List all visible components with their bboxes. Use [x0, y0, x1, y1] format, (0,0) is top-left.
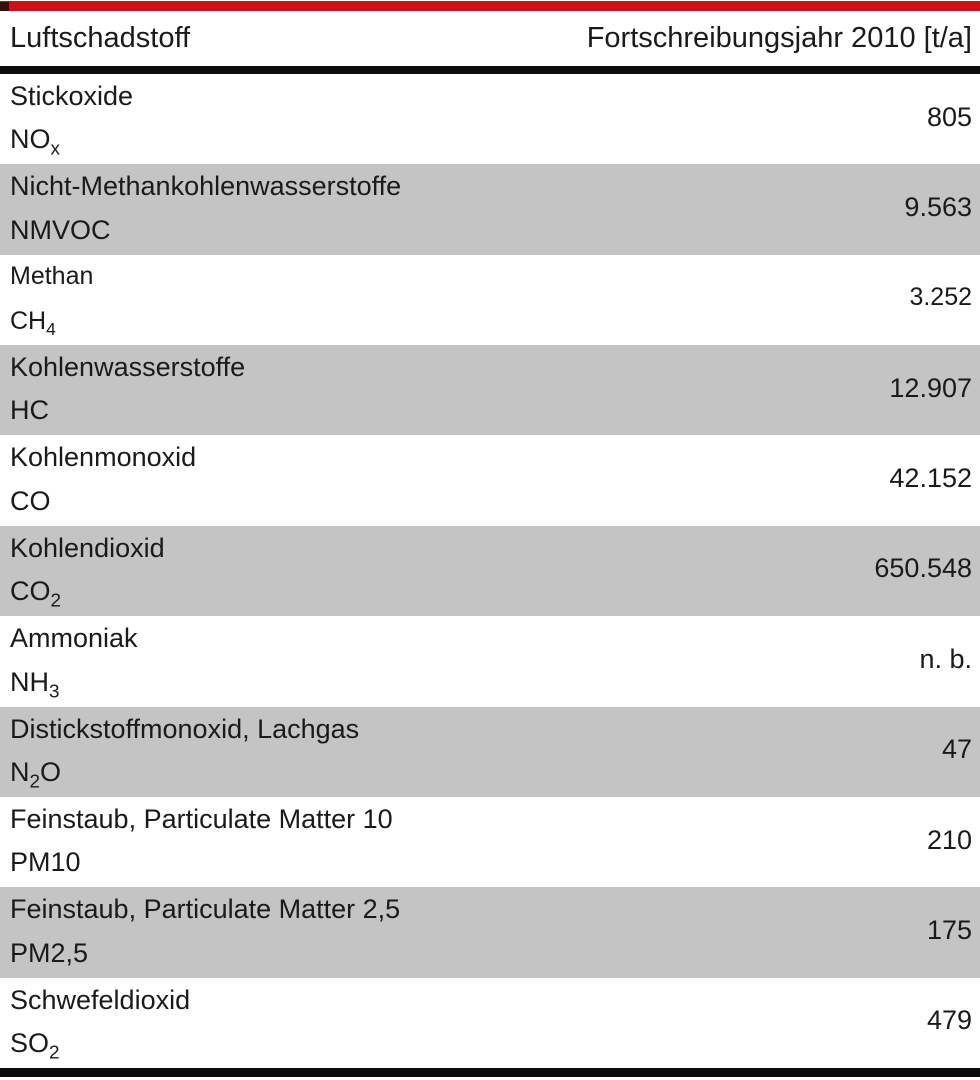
table-row: [0, 526, 980, 616]
pollutant-name: Kohlenwasserstoffe: [10, 352, 246, 383]
table-row: [0, 345, 980, 435]
pollutant-cell: [10, 171, 401, 243]
pollutant-value: 210: [926, 824, 972, 855]
pollutant-formula: $NH_3$: [10, 666, 60, 702]
pollutant-value: 3.252: [909, 283, 972, 312]
top-red-bar: [0, 1, 980, 11]
column-header-year: Fortschreibungsjahr 2010 [t/a]: [586, 22, 972, 54]
pollutant-cell: [10, 623, 138, 702]
pollutant-name: Kohlendioxid: [10, 532, 165, 563]
table-row: [0, 707, 980, 797]
pollutant-name: Distickstoffmonoxid, Lachgas: [10, 713, 360, 744]
pollutant-formula: NMVOC: [10, 214, 111, 245]
pollutant-cell: [10, 804, 393, 876]
pollutant-value: 805: [926, 101, 972, 132]
pollutant-formula: $CH_4$: [10, 307, 56, 340]
table-row: [0, 616, 980, 706]
pollutant-cell: [10, 81, 134, 160]
pollutant-formula: $N_2O$: [10, 756, 62, 793]
pollutant-formula: CO: [10, 485, 51, 516]
pollutant-formula: $SO_2$: [10, 1027, 60, 1064]
pollutant-cell: [10, 984, 191, 1064]
pollutant-value: 9.563: [904, 192, 972, 223]
pollutant-value: 650.548: [874, 553, 972, 584]
pollutant-cell: [10, 532, 165, 612]
pollutant-name: Stickoxide: [10, 81, 134, 111]
table-row: [0, 164, 980, 254]
pollutant-name: Feinstaub, Particulate Matter 2,5: [10, 894, 401, 925]
table-row: [0, 435, 980, 525]
pollutant-name: Ammoniak: [10, 623, 138, 654]
table-row: [0, 797, 980, 887]
pollutant-cell: [10, 442, 196, 514]
table-header: [0, 11, 980, 66]
pollutant-value: 47: [941, 734, 972, 765]
bottom-rule: [0, 1068, 980, 1077]
table-row: [0, 255, 980, 345]
pollutant-name: Feinstaub, Particulate Matter 10: [10, 803, 393, 834]
table-row: [0, 978, 980, 1068]
header-divider-rule: [0, 66, 980, 74]
pollutant-name: Schwefeldioxid: [10, 984, 191, 1015]
pollutant-formula: $CO_2$: [10, 576, 62, 612]
pollutant-name: Kohlenmonoxid: [10, 442, 197, 473]
pollutant-value: 42.152: [889, 463, 972, 494]
table-row: [0, 74, 980, 164]
pollutant-formula: PM10: [10, 847, 81, 878]
pollutant-cell: [10, 352, 245, 424]
pollutant-cell: [10, 713, 360, 793]
pollutant-cell: [10, 261, 94, 340]
pollutant-value: 12.907: [889, 372, 972, 403]
red-bar-left-notch: [0, 2, 9, 11]
pollutant-formula: PM2,5: [10, 937, 89, 968]
table-row: [0, 887, 980, 977]
pollutant-formula: $NO_x$: [10, 124, 60, 160]
pollutant-value: 175: [926, 914, 972, 945]
pollutant-value: n. b.: [919, 643, 972, 674]
table-body: [0, 74, 980, 1068]
pollutant-cell: [10, 894, 400, 966]
column-header-pollutant: Luftschadstoff: [10, 22, 191, 54]
pollutant-name: Methan: [10, 261, 94, 290]
pollutant-value: 479: [926, 1005, 972, 1036]
pollutant-formula: HC: [10, 395, 49, 426]
pollutant-name: Nicht-Methankohlenwasserstoffe: [10, 171, 402, 202]
